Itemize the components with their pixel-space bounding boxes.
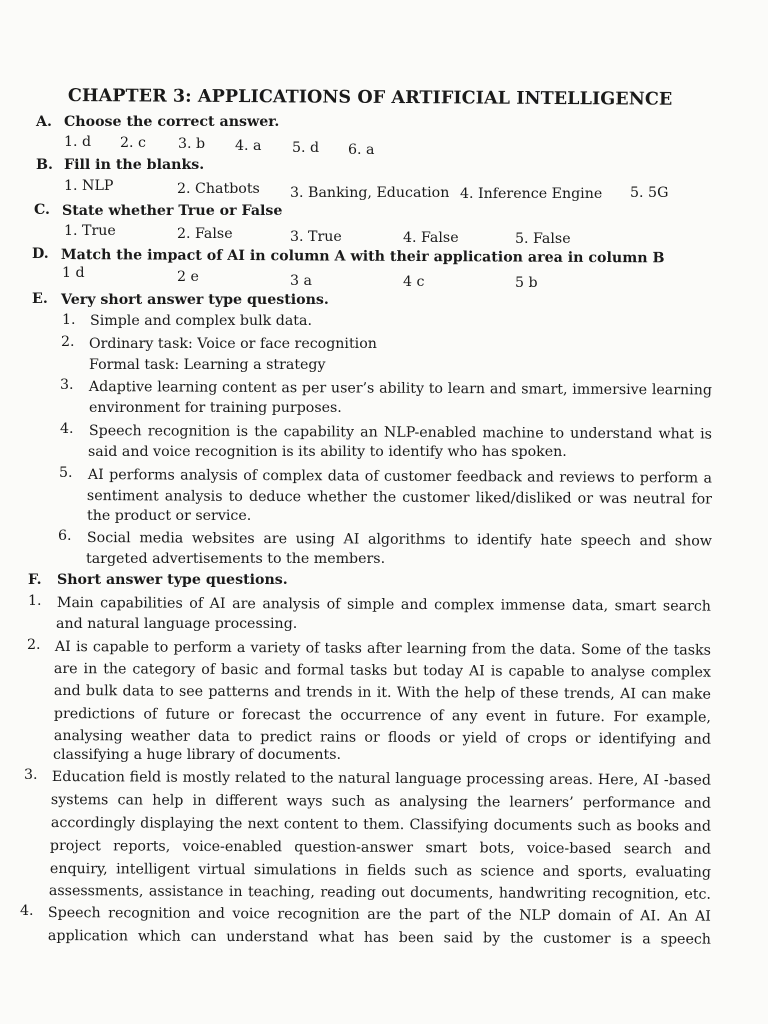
section-e-heading: Very short answer type questions. [61,292,329,308]
f-item-line: and natural language processing. [56,616,298,632]
f-item-line: accordingly displaying the next content to them. Classifying documents such as books and [50,815,711,835]
e-item-line: the product or service. [87,508,252,524]
e-item-number: 2. [61,334,75,350]
e-item-number: 5. [59,465,73,481]
e-item-line: Simple and complex bulk data. [90,313,312,329]
section-b-answer: 2. Chatbots [177,181,260,197]
f-item-line: assessments, assistance in teaching, reading out documents, handwriting recognition, etc. [48,883,711,903]
f-item-line: and bulk data to see patterns and trends in it. With the help of these trends, AI can make [53,683,711,703]
e-item-line: Speech recognition is the capability an NLP-enabled machine to understand what is [88,423,712,443]
section-a-answer: 1. d [64,134,92,150]
section-c-answer: 5. False [515,231,571,247]
f-item-line: Speech recognition and voice recognition are the part of the NLP domain of AI. An AI [47,905,711,925]
f-item-number: 4. [20,903,34,919]
e-item-line: targeted advertisements to the members. [86,551,386,567]
section-c-answer: 1. True [64,223,116,239]
f-item-line: application which can understand what has been said by the customer is a speech [47,928,711,948]
section-f-letter: F. [28,572,42,588]
f-item-line: AI is capable to perform a variety of tasks after learning from the data. Some of the tasks [54,639,711,659]
e-item-line: environment for training purposes. [89,400,342,416]
section-b-letter: B. [36,157,53,173]
e-item-line: AI performs analysis of complex data of customer feedback and reviews to perform a [87,467,712,487]
e-item-line: Ordinary task: Voice or face recognition [89,336,377,352]
section-b-answer: 1. NLP [64,178,114,194]
f-item-line: analysing weather data to predict rains or floods or yield of crops or identifying and [53,728,711,748]
f-item-line: systems can help in different ways such as analysing the learners’ performance and [50,792,711,812]
f-item-line: Education field is mostly related to the natural language processing areas. Here, AI -based [51,769,711,789]
f-item-number: 1. [28,593,42,609]
section-a-answer: 2. c [120,135,146,151]
section-b-answer: 5. 5G [630,185,669,201]
e-item-number: 4. [60,421,74,437]
section-c-answer: 3. True [290,229,342,245]
section-d-letter: D. [32,246,49,262]
f-item-number: 3. [24,767,38,783]
chapter-title: CHAPTER 3: APPLICATIONS OF ARTIFICIAL INTELLIGENCE [67,86,673,110]
section-a-answer: 4. a [235,138,262,154]
section-c-answer: 4. False [403,230,459,246]
e-item-number: 3. [60,377,74,393]
e-item-line: Adaptive learning content as per user’s ability to learn and smart, immersive learning [88,379,712,399]
section-b-answer: 4. Inference Engine [460,186,603,202]
section-f-heading: Short answer type questions. [57,572,288,588]
section-a-answer: 6. a [348,142,375,158]
e-item-line: said and voice recognition is its ability to identify who has spoken. [88,444,567,460]
f-item-number: 2. [27,637,41,653]
e-item-line: Formal task: Learning a strategy [89,357,326,373]
e-item-number: 6. [58,528,72,544]
section-d-heading: Match the impact of AI in column A with their application area in column B [60,247,665,267]
e-item-line: sentiment analysis to deduce whether the customer liked/disliked or was neutral for [86,488,712,508]
section-b-answer: 3. Banking, Education [290,185,450,201]
f-item-line: are in the category of basic and formal tasks but today AI is capable to analyse complex [53,661,711,681]
section-d-answer: 1 d [62,265,85,281]
f-item-line: Main capabilities of AI are analysis of simple and complex immense data, smart search [56,595,711,615]
section-b-heading: Fill in the blanks. [64,157,205,173]
e-item-line: Social media websites are using AI algorithms to identify hate speech and show [86,530,712,550]
f-item-line: classifying a huge library of documents. [53,747,341,763]
section-d-answer: 5 b [515,275,538,291]
e-item-number: 1. [62,312,76,328]
section-e-letter: E. [32,291,48,307]
section-a-answer: 3. b [178,136,206,152]
section-a-answer: 5. d [292,140,320,156]
section-d-answer: 2 e [177,269,199,285]
section-a-heading: Choose the correct answer. [64,114,280,130]
section-c-letter: C. [34,202,50,218]
section-d-answer: 4 c [403,274,425,290]
section-d-answer: 3 a [290,273,312,289]
f-item-line: enquiry, intelligent virtual simulations in fields such as science and sports, evaluating [49,861,711,881]
section-a-letter: A. [36,114,52,130]
f-item-line: predictions of future or forecast the occurrence of any event in future. For example, [53,706,711,726]
section-c-answer: 2. False [177,226,233,242]
section-c-heading: State whether True or False [62,203,283,219]
f-item-line: project reports, voice-enabled question-answer smart bots, voice-based search and [49,838,711,858]
